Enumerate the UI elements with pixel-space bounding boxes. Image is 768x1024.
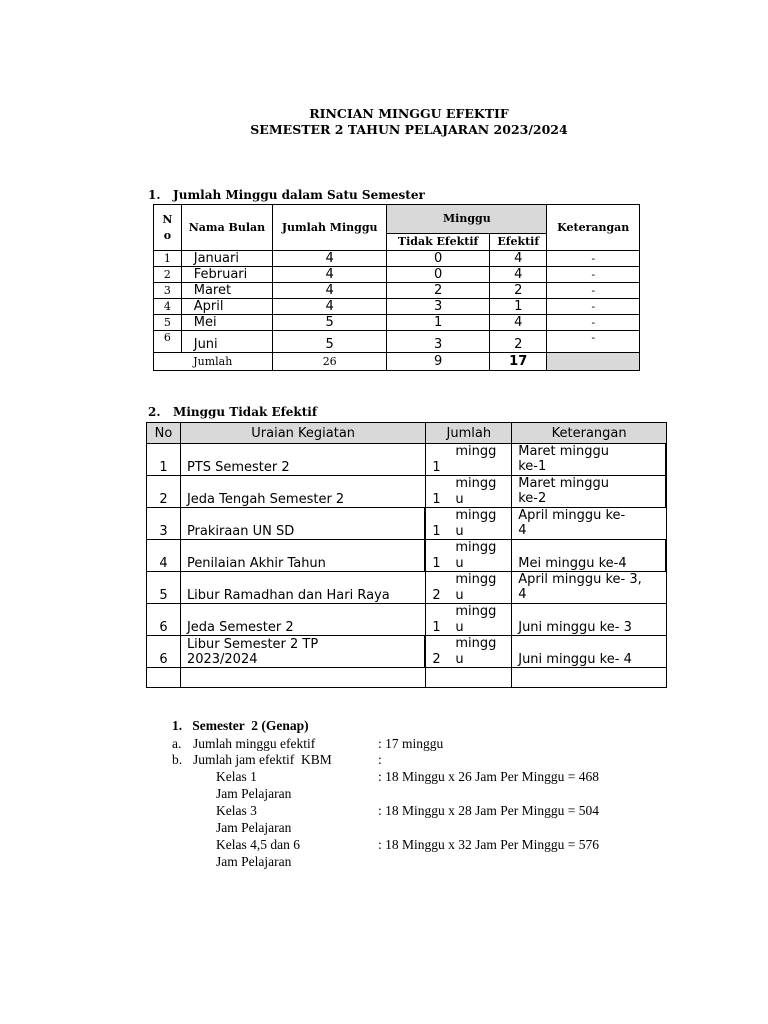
activity-row <box>147 508 667 540</box>
kelas-calc: : 18 Minggu x 26 Jam Per Minggu = 468 <box>378 769 599 784</box>
month-name: Maret <box>181 283 272 299</box>
section2-heading: 2. Minggu Tidak Efektif <box>148 405 317 419</box>
jumlah-number: 1 <box>432 524 441 539</box>
month-row <box>154 299 640 315</box>
kelas-calc: : 18 Minggu x 32 Jam Per Minggu = 576 <box>378 837 599 852</box>
jumlah-unit-wrap: u <box>455 524 464 539</box>
uraian-kegiatan: Jeda Tengah Semester 2 <box>180 476 425 508</box>
uraian-kegiatan: Penilaian Akhir Tahun <box>180 540 425 572</box>
title-line-2: SEMESTER 2 TAHUN PELAJARAN 2023/2024 <box>250 122 568 137</box>
total-tidak-efektif: 9 <box>387 353 490 371</box>
total-keterangan <box>547 353 640 371</box>
row-no: 3 <box>147 508 181 540</box>
keterangan: Juni minggu ke- 3 <box>512 604 667 636</box>
month-name: Februari <box>181 267 272 283</box>
kelas-name: Kelas 1 <box>216 769 257 784</box>
item-b-label: b. <box>172 752 183 767</box>
total-label: Jumlah <box>181 353 272 371</box>
total-row <box>154 353 640 371</box>
uraian-kegiatan: Prakiraan UN SD <box>180 508 425 540</box>
jumlah-unit: mingg <box>455 572 497 587</box>
item-a-label: a. <box>172 736 182 751</box>
jumlah <box>426 604 512 636</box>
month-name: Januari <box>181 251 272 267</box>
month-row <box>154 251 640 267</box>
month-row <box>154 267 640 283</box>
tidak-efektif: 0 <box>387 251 490 267</box>
activity-row <box>147 572 667 604</box>
jumlah-unit: mingg <box>455 508 497 523</box>
item-b-value: : <box>378 752 382 767</box>
jumlah-minggu: 4 <box>273 283 387 299</box>
keterangan: - <box>547 315 640 331</box>
jumlah <box>426 636 512 668</box>
tidak-efektif: 2 <box>387 283 490 299</box>
kelas-tail: Jam Pelajaran <box>216 854 292 869</box>
row-no: 5 <box>154 315 182 331</box>
activity-row <box>147 476 667 508</box>
item-a-value: : 17 minggu <box>378 736 444 751</box>
title-line-1: RINCIAN MINGGU EFEKTIF <box>309 106 509 121</box>
activity-row <box>147 636 667 668</box>
kelas-tail: Jam Pelajaran <box>216 786 292 801</box>
keterangan: - <box>547 299 640 315</box>
total-efektif: 17 <box>489 353 547 371</box>
jumlah <box>426 540 512 572</box>
efektif: 4 <box>489 315 547 331</box>
row-no: 2 <box>154 267 182 283</box>
row-no: 4 <box>147 540 181 572</box>
jumlah-unit-wrap: u <box>455 620 464 635</box>
tidak-efektif: 1 <box>387 315 490 331</box>
jumlah-minggu: 4 <box>273 299 387 315</box>
section1-heading: 1. Jumlah Minggu dalam Satu Semester <box>148 188 425 202</box>
kelas-tail: Jam Pelajaran <box>216 820 292 835</box>
jumlah-number: 1 <box>432 620 441 635</box>
row-no: 6 <box>154 331 182 353</box>
empty-row <box>147 668 667 688</box>
jumlah-unit-wrap: u <box>455 556 464 571</box>
efektif: 4 <box>489 251 547 267</box>
month-row <box>154 315 640 331</box>
row-no: 4 <box>154 299 182 315</box>
keterangan: - <box>547 331 640 353</box>
activity-row <box>147 540 667 572</box>
jumlah-unit: mingg <box>455 604 497 619</box>
row-no: 6 <box>147 604 181 636</box>
jumlah-number: 1 <box>432 556 441 571</box>
keterangan: Maret minggu ke-2 <box>512 476 667 508</box>
total-jumlah: 26 <box>273 353 387 371</box>
month-row <box>154 331 640 353</box>
jumlah-unit: mingg <box>455 444 497 459</box>
efektif: 2 <box>489 283 547 299</box>
weeks-table <box>153 204 640 371</box>
jumlah <box>426 476 512 508</box>
row-no: 5 <box>147 572 181 604</box>
uraian-kegiatan: Jeda Semester 2 <box>180 604 425 636</box>
jumlah-unit: mingg <box>455 636 497 651</box>
jumlah-number: 2 <box>432 652 441 667</box>
jumlah-unit-wrap: u <box>455 492 464 507</box>
row-no: 1 <box>147 444 181 476</box>
jumlah <box>426 572 512 604</box>
header-no: No <box>147 423 181 444</box>
jumlah <box>426 444 512 476</box>
activities-table <box>146 422 667 688</box>
kelas-name: Kelas 3 <box>216 803 257 818</box>
kelas-calc: : 18 Minggu x 28 Jam Per Minggu = 504 <box>378 803 599 818</box>
uraian-kegiatan: Libur Ramadhan dan Hari Raya <box>180 572 425 604</box>
efektif: 4 <box>489 267 547 283</box>
header-jumlah: Jumlah <box>426 423 512 444</box>
uraian-kegiatan: PTS Semester 2 <box>180 444 425 476</box>
jumlah-minggu: 5 <box>273 331 387 353</box>
tidak-efektif: 0 <box>387 267 490 283</box>
jumlah-minggu: 4 <box>273 267 387 283</box>
header-keterangan: Keterangan <box>512 423 667 444</box>
jumlah-unit: mingg <box>455 476 497 491</box>
month-name: Mei <box>181 315 272 331</box>
row-no: 3 <box>154 283 182 299</box>
header-efektif: Efektif <box>489 234 547 251</box>
tidak-efektif: 3 <box>387 299 490 315</box>
keterangan: April minggu ke- 3, 4 <box>512 572 667 604</box>
keterangan: - <box>547 267 640 283</box>
header-tidak-efektif: Tidak Efektif <box>387 234 490 251</box>
activity-row <box>147 444 667 476</box>
tidak-efektif: 3 <box>387 331 490 353</box>
activity-row <box>147 604 667 636</box>
header-jumlah-minggu: Jumlah Minggu <box>273 205 387 251</box>
header-no: N o <box>154 205 182 251</box>
jumlah-unit-wrap: u <box>455 652 464 667</box>
keterangan: - <box>547 283 640 299</box>
jumlah-number: 1 <box>432 460 441 475</box>
jumlah-number: 1 <box>432 492 441 507</box>
jumlah-unit: mingg <box>455 540 497 555</box>
row-no: 6 <box>147 636 181 668</box>
efektif: 2 <box>489 331 547 353</box>
keterangan: Maret minggu ke-1 <box>512 444 667 476</box>
item-a-text: Jumlah minggu efektif <box>193 736 316 751</box>
jumlah-minggu: 5 <box>273 315 387 331</box>
jumlah-unit-wrap: u <box>455 588 464 603</box>
jumlah <box>426 508 512 540</box>
jumlah-number: 2 <box>432 588 441 603</box>
month-name: April <box>181 299 272 315</box>
keterangan: Juni minggu ke- 4 <box>512 636 667 668</box>
header-nama-bulan: Nama Bulan <box>181 205 272 251</box>
kelas-name: Kelas 4,5 dan 6 <box>216 837 300 852</box>
month-name: Juni <box>181 331 272 353</box>
row-no: 2 <box>147 476 181 508</box>
keterangan: Mei minggu ke-4 <box>512 540 667 572</box>
month-row <box>154 283 640 299</box>
item-b-text: Jumlah jam efektif KBM <box>193 752 332 767</box>
keterangan: April minggu ke- 4 <box>512 508 667 540</box>
row-no: 1 <box>154 251 182 267</box>
keterangan: - <box>547 251 640 267</box>
uraian-kegiatan: Libur Semester 2 TP 2023/2024 <box>180 636 425 668</box>
efektif: 1 <box>489 299 547 315</box>
section3-heading: 1. Semester 2 (Genap) <box>172 718 309 733</box>
header-minggu: Minggu <box>387 205 547 234</box>
header-keterangan: Keterangan <box>547 205 640 251</box>
header-uraian: Uraian Kegiatan <box>180 423 425 444</box>
jumlah-minggu: 4 <box>273 251 387 267</box>
